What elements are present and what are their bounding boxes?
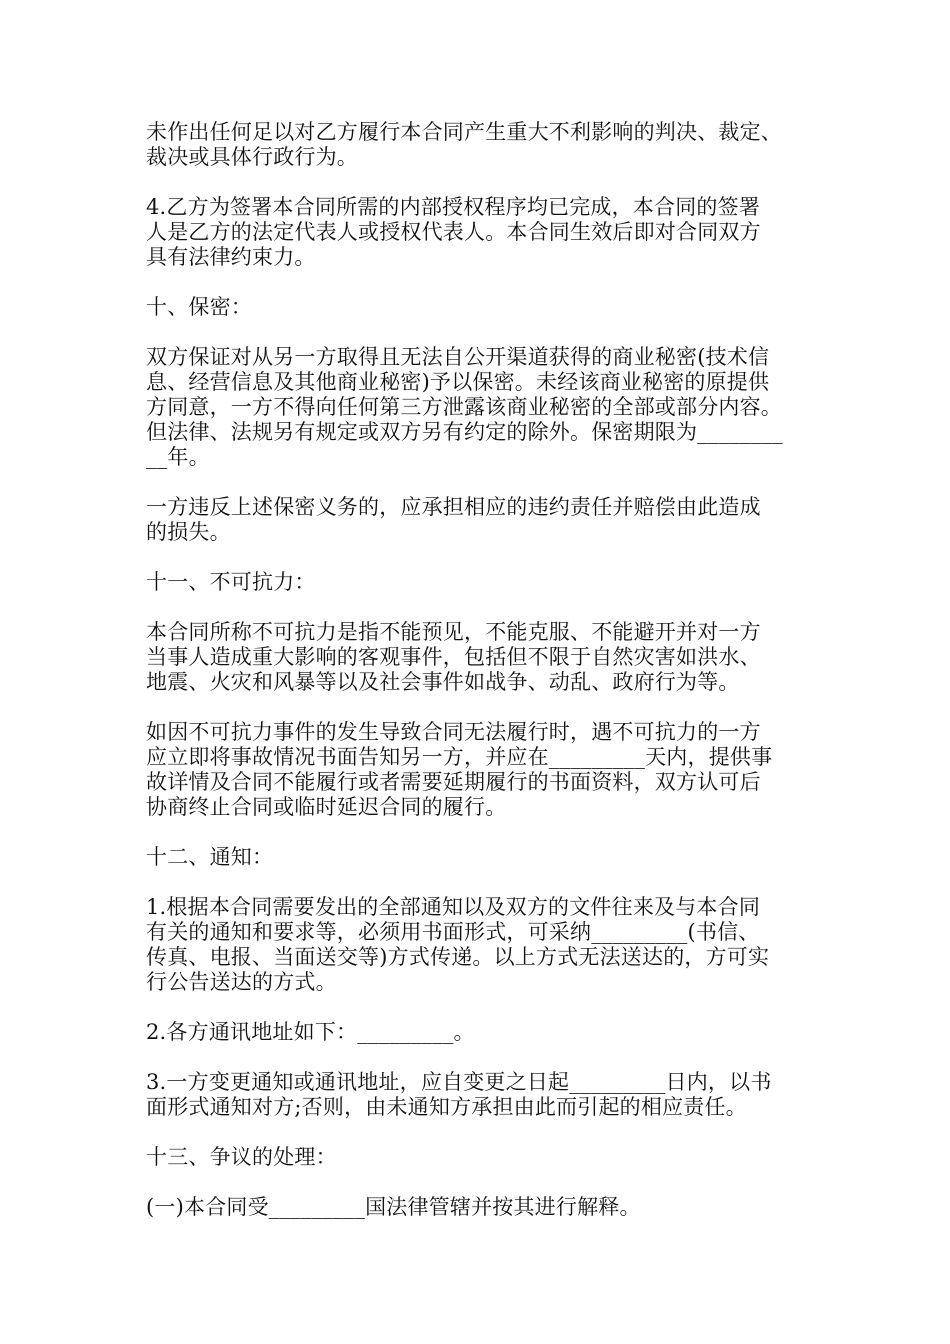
paragraph-notice-address: 2.各方通讯地址如下：_________。 — [146, 1020, 475, 1044]
section-heading-force-majeure: 十一、不可抗力： — [146, 570, 316, 594]
paragraph-confidentiality: 双方保证对从另一方取得且无法自公开渠道获得的商业秘密(技术信 息、经营信息及其他商业秘密)予以保密。未经该商业秘密的原提供 方同意，一方不得向任何第三方泄露该商业秘密的全部或部分内容。 但法律、法规另有规定或双方另有约定的除外。保密期限为________ __年。 — [146, 345, 783, 469]
section-heading-disputes: 十三、争议的处理： — [146, 1145, 337, 1169]
paragraph-adverse-judgment: 未作出任何足以对乙方履行本合同产生重大不利影响的判决、裁定、 裁决或具体行政行为。 — [146, 120, 782, 169]
paragraph-force-majeure-notice: 如因不可抗力事件的发生导致合同无法履行时，遇不可抗力的一方 应立即将事故情况书面告知另一方，并应在_________天内，提供事 故详情及合同不能履行或者需要延期履行的书面资料，双方认可后 协商终止合同或临时延迟合同的履行。 — [146, 720, 773, 819]
section-heading-confidentiality: 十、保密： — [146, 295, 252, 319]
paragraph-force-majeure-definition: 本合同所称不可抗力是指不能预见，不能克服、不能避开并对一方 当事人造成重大影响的客观事件，包括但不限于自然灾害如洪水、 地震、火灾和风暴等以及社会事件如战争、动乱、政府行为等。 — [146, 620, 761, 694]
document-body — [146, 120, 826, 1245]
paragraph-notice-form: 1.根据本合同需要发出的全部通知以及双方的文件往来及与本合同 有关的通知和要求等，必须用书面形式，可采纳_________(书信、 传真、电报、当面送交等)方式传递。以上方式无法送达的，方可实 行公告送达的方式。 — [146, 895, 770, 994]
paragraph-breach-liability: 一方违反上述保密义务的，应承担相应的违约责任并赔偿由此造成 的损失。 — [146, 495, 761, 544]
paragraph-notice-change: 3.一方变更通知或通讯地址，应自变更之日起_________日内，以书 面形式通知对方;否则，由未通知方承担由此而引起的相应责任。 — [146, 1070, 772, 1119]
paragraph-governing-law: (一)本合同受_________国法律管辖并按其进行解释。 — [146, 1195, 641, 1219]
paragraph-authorization: 4.乙方为签署本合同所需的内部授权程序均已完成，本合同的签署 人是乙方的法定代表人或授权代表人。本合同生效后即对合同双方 具有法律约束力。 — [146, 195, 761, 269]
section-heading-notice: 十二、通知： — [146, 845, 274, 869]
